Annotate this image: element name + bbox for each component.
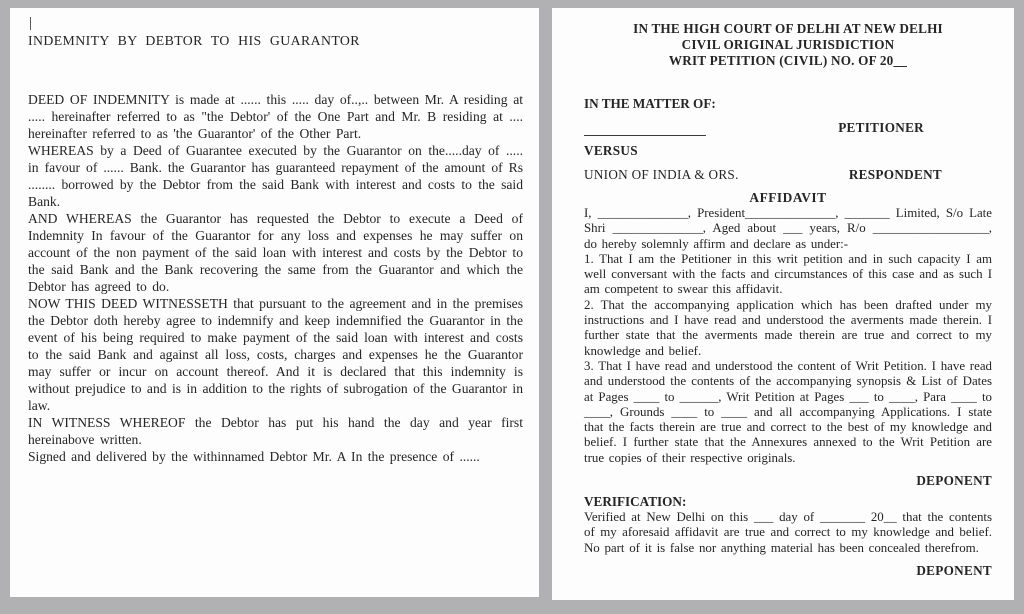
respondent-label: RESPONDENT — [848, 167, 942, 182]
versus-label: VERSUS — [584, 143, 638, 158]
respondent-name: UNION OF INDIA & ORS. — [584, 167, 739, 182]
in-witness-paragraph: IN WITNESS WHEREOF the Debtor has put his hand the day and year first hereinabove written. — [28, 415, 523, 447]
affidavit-intro-paragraph: I, ______________, President______________, _______ Limited, S/o Late Shri ______________, Aged about ___ years, R/o __________________, do hereby solemnly affirm and declare as under:- — [584, 206, 992, 251]
text-cursor: | — [29, 15, 33, 31]
deed-of-indemnity-paragraph: DEED OF INDEMNITY is made at ...... this ..... day of..,.. between Mr. A residing at ..... hereinafter referred to as "the Debtor' of the One Part and Mr. B residing at .... hereinafter referred to as 'the Guarantor' of the Other Part. — [28, 92, 523, 141]
deponent-label-2: DEPONENT — [916, 562, 992, 578]
affidavit-paragraph-3: 3. That I have read and understood the content of Writ Petition. I have read and understood the contents of the accompanying synopsis & List of Dates at Pages ____ to ______, Writ Petition at Pages ___ to ____, Para ____ to ____, Grounds ____ to ____ and all accompanying Applications. I state that the facts therein are true and correct to the best of my knowledge and belief. I further state that the Annexures annexed to the Writ Petition are true copies of their respective originals. — [584, 358, 992, 465]
verification-heading: VERIFICATION: — [584, 494, 687, 510]
court-header — [584, 21, 992, 69]
whereas-paragraph: WHEREAS by a Deed of Guarantee executed by the Guarantor on the.....day of ..... in favour of ...... Bank. the Guarantor has guaranteed repayment of the amount of Rs ........ borrowed by the Debtor from the said Bank with interest and costs to the said Bank. — [28, 143, 523, 209]
affidavit-title: AFFIDAVIT — [749, 190, 827, 205]
petitioner-label: PETITIONER — [838, 120, 924, 135]
and-whereas-paragraph: AND WHEREAS the Guarantor has requested the Debtor to execute a Deed of Indemnity In favour of the Guarantor for any loss and expenses he may suffer on account of the non payment of the said loan with interest and costs by the Debtor to the said Bank and the Bank recovering the same from the Guarantor and which the Debtor has agreed to do. — [28, 211, 523, 294]
petitioner-row — [584, 117, 992, 136]
court-header-line-3: WRIT PETITION (CIVIL) NO. OF 20__ — [668, 53, 908, 68]
court-header-line-2: CIVIL ORIGINAL JURISDICTION — [681, 37, 895, 52]
left-page-indemnity-deed[interactable] — [10, 8, 539, 597]
affidavit-paragraph-1: 1. That I am the Petitioner in this writ petition and in such capacity I am well conversant with the facts and circumstances of this case and as such I am competent to swear this affidavit. — [584, 251, 992, 297]
now-this-deed-paragraph: NOW THIS DEED WITNESSETH that pursuant to the agreement and in the premises the Debtor doth hereby agree to indemnify and keep indemnified the Guarantor in the event of his being required to make payment of the said loan with interest and costs to the said Bank and against all loss, costs, charges and expenses he the Guarantor may suffer or incur on account thereof. And it is declared that this indemnity is without prejudice to and is in addition to the rights of subrogation of the Guarantor in law. — [28, 296, 523, 413]
right-page-writ-affidavit[interactable] — [552, 8, 1014, 600]
signed-delivered-paragraph: Signed and delivered by the withinnamed Debtor Mr. A In the presence of ...... — [28, 449, 480, 464]
court-header-line-1: IN THE HIGH COURT OF DELHI AT NEW DELHI — [633, 21, 943, 36]
respondent-row — [584, 167, 992, 183]
deponent-label-1: DEPONENT — [916, 473, 992, 489]
left-page-title: INDEMNITY BY DEBTOR TO HIS GUARANTOR — [28, 33, 360, 48]
affidavit-paragraph-2: 2. That the accompanying application which has been drafted under my instructions and I have read and understood the averments made therein. I further state that the averments made therein are true and correct to my knowledge and belief. — [584, 297, 992, 358]
petitioner-blank-line — [584, 120, 706, 136]
verification-paragraph: Verified at New Delhi on this ___ day of _______ 20__ that the contents of my aforesaid affidavit are true and correct to my knowledge and belief. No part of it is false nor anything material has been concealed therefrom. — [584, 510, 992, 555]
in-the-matter-of-label: IN THE MATTER OF: — [584, 96, 716, 111]
